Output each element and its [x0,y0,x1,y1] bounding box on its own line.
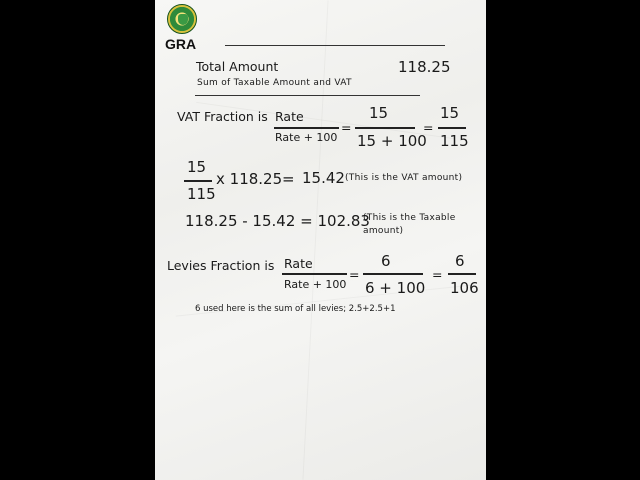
levies-fraction-denominator: 6 + 100 [365,279,426,297]
fraction-bar [274,127,339,129]
vat-amount-result: 15.42 [302,169,345,187]
vat-calc-denominator: 115 [187,185,216,203]
fraction-bar [448,273,476,275]
equals-sign: = [432,267,443,282]
fraction-bar [438,127,466,129]
paper-crease [302,0,328,479]
levies-rate-numerator: Rate [284,256,313,271]
levies-fraction-numerator: 6 [381,252,391,270]
vat-rate-numerator: Rate [275,109,304,124]
vat-calc-numerator: 15 [187,158,207,176]
vat-amount-note: (This is the VAT amount) [345,173,463,183]
vat-calc-expression: x 118.25 [216,170,283,188]
fraction-bar [355,127,415,129]
brand-name: GRA [165,36,197,52]
vat-fraction-denominator: 15 + 100 [357,132,427,150]
taxable-note-line1: (This is the Taxable [363,213,456,223]
fraction-bar [184,180,212,182]
taxable-note-line2: amount) [363,226,404,236]
gra-seal-logo [167,4,197,34]
fraction-bar [282,273,347,275]
total-amount-note: Sum of Taxable Amount and VAT [197,78,352,88]
levies-rate-denominator: Rate + 100 [284,278,347,291]
section-divider [195,95,420,96]
levies-fraction-label: Levies Fraction is [167,258,275,273]
total-amount-label: Total Amount [196,59,279,74]
vat-fraction-label: VAT Fraction is [177,109,268,124]
header-divider [225,45,445,46]
vat-simplified-denominator: 115 [440,132,469,150]
taxable-calc-expression: 118.25 - 15.42 = 102.83 [185,212,370,230]
vat-fraction-numerator: 15 [369,104,389,122]
worksheet-paper [155,0,486,480]
equals-sign: = [349,267,360,282]
levies-footnote: 6 used here is the sum of all levies; 2.5+2.5+1 [195,304,396,314]
equals-sign: = [341,120,352,135]
vat-rate-denominator: Rate + 100 [275,131,338,144]
equals-sign: = [282,170,295,188]
levies-simplified-numerator: 6 [455,252,465,270]
equals-sign: = [423,120,434,135]
vat-simplified-numerator: 15 [440,104,460,122]
total-amount-value: 118.25 [398,58,451,76]
levies-simplified-denominator: 106 [450,279,479,297]
fraction-bar [363,273,423,275]
